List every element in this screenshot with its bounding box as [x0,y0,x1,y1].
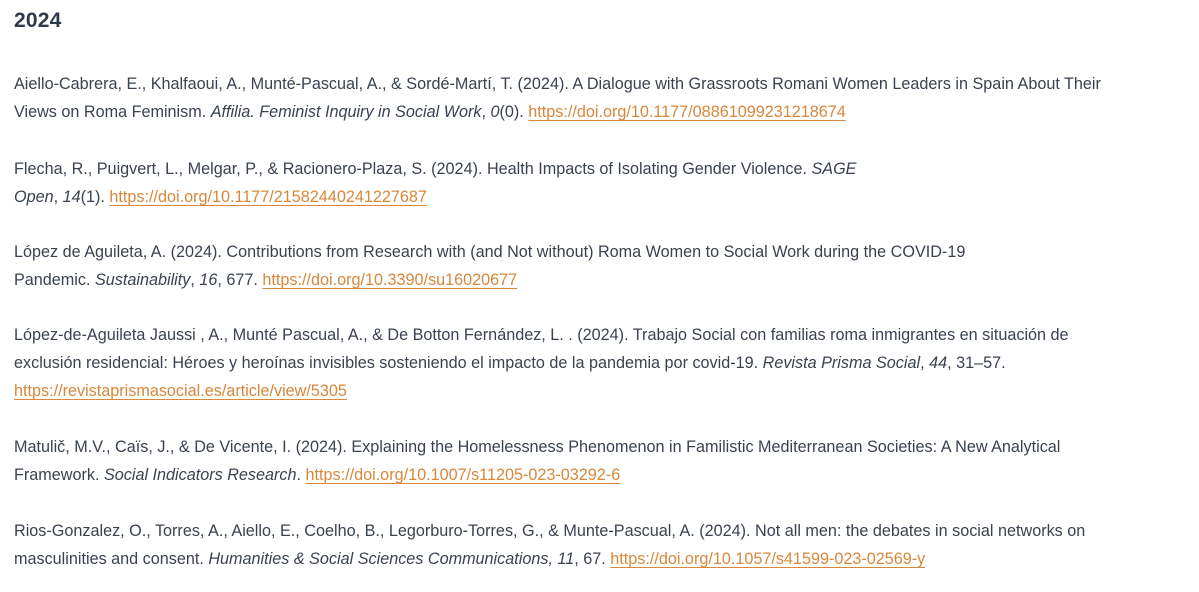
volume: 16 [199,271,218,289]
reference-text: Framework. [14,466,104,484]
reference-text: Flecha, R., Puigvert, L., Melgar, P., & Racionero-Plaza, S. (2024). Health Impacts of Isolating Gender Violence. [14,160,812,178]
doi-link[interactable]: https://doi.org/10.1177/21582440241227687 [109,188,427,206]
reference-line [14,433,1199,461]
journal-title: Sustainability [94,271,191,289]
journal-title: Open [14,188,54,206]
article-link[interactable]: https://revistaprismasocial.es/article/view/5305 [14,382,347,400]
reference-text: masculinities and consent. [14,550,209,568]
reference-text: , 31–57. [947,354,1006,372]
reference-line [14,98,1199,126]
reference-text: López de Aguileta, A. (2024). Contributions from Research with (and Not without) Roma Women to Social Work during the COVID-19 [14,243,966,261]
journal-title: SAGE [811,160,857,178]
doi-link[interactable]: https://doi.org/10.3390/su16020677 [262,271,518,289]
reference-line [14,238,1199,266]
reference-line [14,377,1199,405]
doi-link[interactable]: https://doi.org/10.1007/s11205-023-03292-6 [305,466,621,484]
reference-line [14,349,1199,377]
reference-item [14,433,1199,489]
reference-text: (0). [499,103,529,121]
reference-line [14,155,1199,183]
journal-title: Affilia. Feminist Inquiry in Social Work [210,103,482,121]
reference-text: , 67. [574,550,611,568]
reference-text: , [920,354,930,372]
reference-text: , [481,103,491,121]
reference-line [14,545,1199,573]
reference-text: , [190,271,200,289]
reference-item [14,238,1199,294]
reference-line [14,266,1199,294]
doi-link[interactable]: https://doi.org/10.1057/s41599-023-02569-y [610,550,926,568]
reference-text: Rios-Gonzalez, O., Torres, A., Aiello, E., Coelho, B., Legorburo-Torres, G., & Munte-Pascual, A. (2024). Not all men: the debates in social networks on [14,522,1086,540]
reference-text: exclusión residencial: Héroes y heroínas invisibles sosteniendo el impacto de la pandemia por covid-19. [14,354,763,372]
reference-item [14,70,1199,126]
reference-text: . [296,466,306,484]
reference-line [14,321,1199,349]
reference-text: Matulič, M.V., Caïs, J., & De Vicente, I. (2024). Explaining the Homelessness Phenomenon in Familistic Mediterranean Societies: A New Analytical [14,438,1061,456]
reference-line [14,70,1199,98]
reference-text: López-de-Aguileta Jaussi , A., Munté Pascual, A., & De Botton Fernández, L. . (2024). Trabajo Social con familias roma inmigrantes en situación de [14,326,1069,344]
reference-line [14,517,1199,545]
reference-line [14,183,1199,211]
journal-title: Social Indicators Research [103,466,297,484]
volume: 44 [929,354,948,372]
reference-text: , [53,188,63,206]
reference-text: (1). [80,188,110,206]
volume: 14 [62,188,81,206]
reference-item [14,321,1199,405]
doi-link[interactable]: https://doi.org/10.1177/08861099231218674 [528,103,846,121]
journal-title: Humanities & Social Sciences Communications, 11 [208,550,575,568]
year-heading: 2024 [14,9,62,32]
reference-item [14,517,1199,573]
volume: 0 [490,103,500,121]
reference-text: Views on Roma Feminism. [14,103,211,121]
reference-text: Aiello-Cabrera, E., Khalfaoui, A., Munté-Pascual, A., & Sordé-Martí, T. (2024). A Dialogue with Grassroots Romani Women Leaders in Spain About Their [14,75,1101,93]
reference-line [14,461,1199,489]
reference-text: , 677. [217,271,263,289]
reference-text: Pandemic. [14,271,95,289]
reference-item [14,155,1199,211]
journal-title: Revista Prisma Social [762,354,921,372]
